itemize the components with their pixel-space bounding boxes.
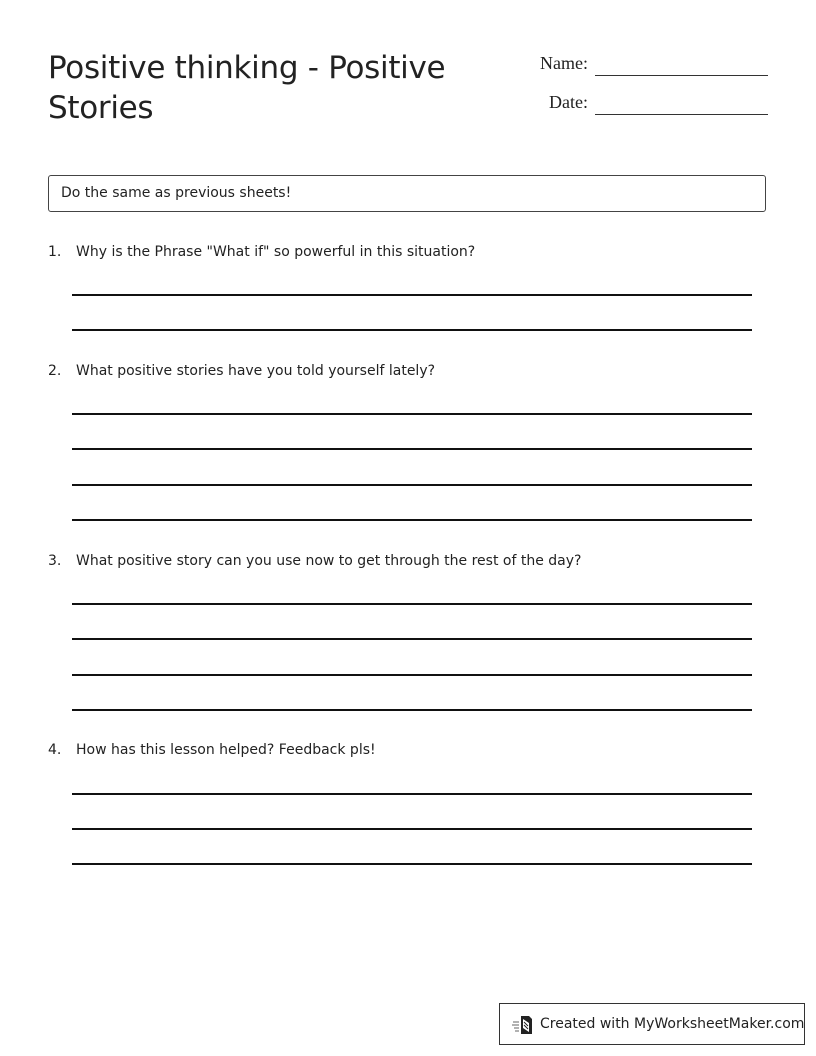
answer-line[interactable] <box>72 793 752 795</box>
worksheet-title: Positive thinking - Positive Stories <box>48 50 446 126</box>
question-2 <box>48 363 435 379</box>
question-text: Why is the Phrase "What if" so powerful in this situation? <box>76 244 476 260</box>
answer-line[interactable] <box>72 294 752 296</box>
answer-line[interactable] <box>72 674 752 676</box>
name-field[interactable] <box>520 52 768 76</box>
instructions-box <box>48 175 766 212</box>
date-label: Date: <box>549 92 588 112</box>
answer-line[interactable] <box>72 709 752 711</box>
answer-line[interactable] <box>72 484 752 486</box>
date-field[interactable] <box>520 91 768 115</box>
answer-line[interactable] <box>72 638 752 640</box>
answer-line[interactable] <box>72 603 752 605</box>
date-input-line[interactable] <box>595 114 768 115</box>
answer-line[interactable] <box>72 863 752 865</box>
name-input-line[interactable] <box>595 75 768 76</box>
question-number: 3. <box>48 553 62 569</box>
question-number: 1. <box>48 244 62 260</box>
name-label: Name: <box>540 53 588 73</box>
question-4 <box>48 742 376 758</box>
footer-credit[interactable] <box>499 1003 805 1045</box>
instructions-text: Do the same as previous sheets! <box>61 185 292 201</box>
answer-line[interactable] <box>72 329 752 331</box>
footer-text: Created with MyWorksheetMaker.com <box>540 1016 805 1032</box>
question-text: How has this lesson helped? Feedback pls! <box>76 742 376 758</box>
question-text: What positive story can you use now to get through the rest of the day? <box>76 553 582 569</box>
question-1 <box>48 244 475 260</box>
answer-line[interactable] <box>72 828 752 830</box>
answer-line[interactable] <box>72 448 752 450</box>
answer-line[interactable] <box>72 519 752 521</box>
worksheet-maker-logo-icon <box>512 1014 534 1036</box>
answer-line[interactable] <box>72 413 752 415</box>
question-number: 2. <box>48 363 62 379</box>
question-text: What positive stories have you told yourself lately? <box>76 363 436 379</box>
question-3 <box>48 553 581 569</box>
question-number: 4. <box>48 742 62 758</box>
